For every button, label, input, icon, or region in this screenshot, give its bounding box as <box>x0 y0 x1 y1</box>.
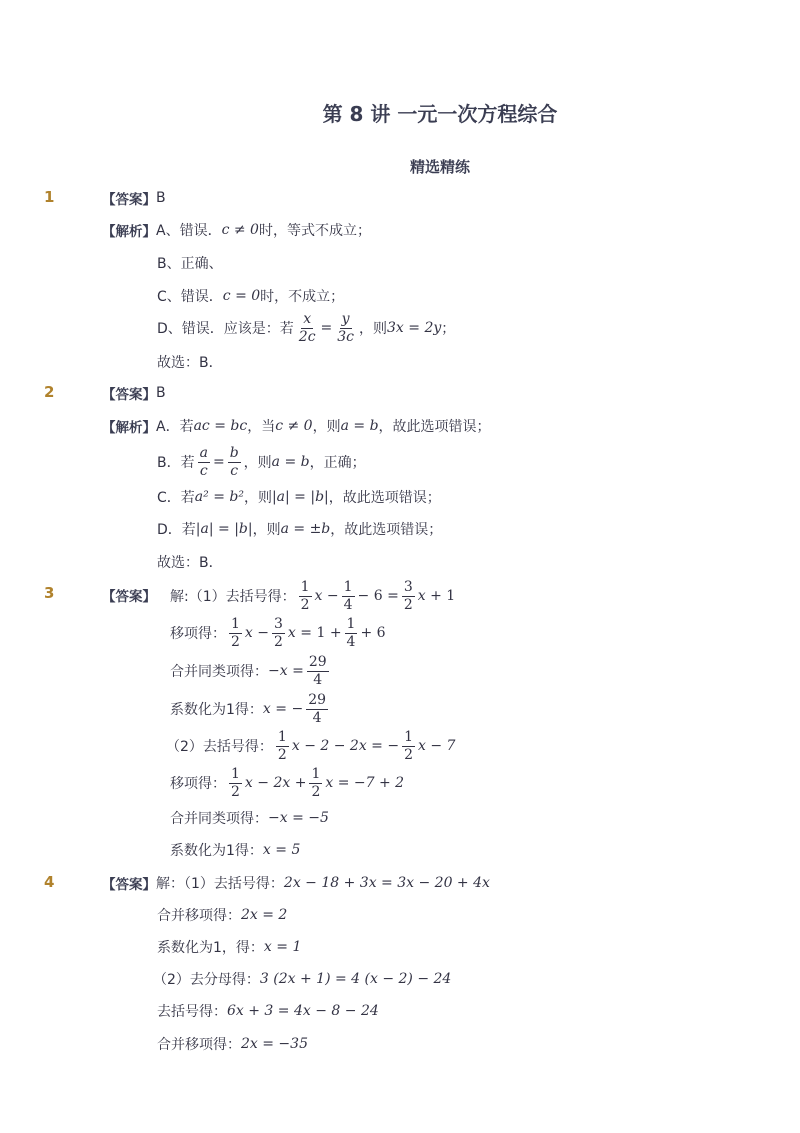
q1-answer-value: B <box>156 190 166 206</box>
section-subtitle: 精选精练 <box>409 158 470 176</box>
text: 时，不成立； <box>260 289 345 305</box>
fraction: $\frac{1}{2}$ <box>404 728 413 763</box>
numerator: a <box>199 444 208 461</box>
text: B、正确、 <box>157 256 223 272</box>
text: D、错误．应该是：若 <box>157 321 294 337</box>
fraction: $\frac{1}{2}$ <box>231 615 240 650</box>
denominator: 2c <box>298 328 316 345</box>
math: c ≠ 0 <box>221 222 259 238</box>
text: B．若 <box>157 455 195 471</box>
page-title: 第 8 讲 一元一次方程综合 <box>322 102 558 126</box>
text: ； <box>441 321 456 337</box>
q1-analysis-d <box>157 310 456 345</box>
text: 系数化为1得： <box>170 843 263 859</box>
q1-analysis-b <box>157 251 223 275</box>
math: 2x = 2 <box>241 907 288 923</box>
q3-line-7 <box>170 806 329 830</box>
text: 移项得： <box>170 626 226 642</box>
q2-analysis-a <box>102 414 491 438</box>
denominator: c <box>230 462 239 479</box>
q2-answer-value: B <box>156 385 166 401</box>
fraction <box>228 445 241 480</box>
text: ，故此选项错误； <box>330 522 443 538</box>
denominator: c <box>199 462 208 479</box>
fraction: $\frac{3}{2}$ <box>274 615 283 650</box>
text: ，则 <box>243 455 272 471</box>
equals: = <box>212 454 225 470</box>
math: x = 1 <box>263 939 302 955</box>
question-number-2: 2 <box>44 383 55 401</box>
question-number-4: 4 <box>44 873 55 891</box>
math: |a| = |b| <box>271 489 329 505</box>
q4-line-3 <box>157 935 301 959</box>
fraction: $\frac{1}{2}$ <box>277 728 287 763</box>
fraction: $\frac{1}{2}$ <box>300 578 310 613</box>
fraction <box>198 445 210 480</box>
q4-line-1 <box>102 871 490 895</box>
math: 2x − 18 + 3x = 3x − 20 + 4x <box>283 875 490 891</box>
text: 故选：B． <box>157 355 223 371</box>
text: A、错误． <box>156 223 222 239</box>
text: （2）去括号得： <box>166 739 273 755</box>
analysis-label: 【解析】 <box>102 224 156 240</box>
q3-line-6: 移项得： $\frac{1}{2}$ x − 2x + $\frac{1}{2}$ x = −7 + 2 <box>170 765 405 800</box>
text: A．若 <box>156 419 194 435</box>
question-number-3: 3 <box>44 584 55 602</box>
text: 移项得： <box>170 776 226 792</box>
numerator: y <box>341 310 350 327</box>
math: x = 5 <box>262 842 301 858</box>
text: （2）去分母得： <box>153 972 260 988</box>
text: C、错误． <box>157 289 223 305</box>
text: ，正确； <box>309 455 366 471</box>
question-number-1: 1 <box>44 188 55 206</box>
numerator: x <box>303 310 312 327</box>
q3-line-5: （2）去括号得： $\frac{1}{2}$ x − 2 − 2x = − $\frac{1}{2}$ x − 7 <box>166 728 456 763</box>
text: 系数化为1得： <box>170 702 263 718</box>
math: 2x = −35 <box>241 1036 308 1052</box>
q4-line-6 <box>157 1032 308 1056</box>
text: 故选：B． <box>157 555 223 571</box>
text: ，则 <box>252 522 281 538</box>
text: ，当 <box>247 419 276 435</box>
fraction: $\frac{1}{4}$ <box>343 578 353 613</box>
q1-choose <box>157 350 223 374</box>
denominator: 3c <box>337 328 355 345</box>
q2-analysis-b <box>157 444 366 479</box>
q3-line-1: 解:（1）去括号得： $\frac{1}{2}$ x − $\frac{1}{4}$ − 6 = $\frac{3}{2}$ x + 1 <box>170 578 456 613</box>
math: 3x = 2y <box>387 320 442 336</box>
math: −x = −5 <box>268 810 329 826</box>
math: |a| = |b| <box>195 521 253 537</box>
answer-label: 【答案】 <box>102 192 156 208</box>
text: 合并移项得： <box>157 908 241 924</box>
math: c ≠ 0 <box>275 418 313 434</box>
math: 6x + 3 = 4x − 8 − 24 <box>227 1003 379 1019</box>
math: ac = bc <box>193 418 248 434</box>
fraction: $\frac{1}{2}$ <box>311 765 321 800</box>
q2-analysis-d <box>157 517 442 541</box>
equals: = <box>320 320 333 336</box>
q4-line-4 <box>153 967 451 991</box>
fraction: $\frac{29}{4}$ <box>308 653 327 688</box>
math: a = ±b <box>280 521 331 537</box>
text: ，则 <box>312 419 341 435</box>
text: C．若 <box>157 490 195 506</box>
text: 合并移项得： <box>157 1037 241 1053</box>
text: 合并同类项得： <box>170 664 268 680</box>
q2-answer-line <box>102 381 166 405</box>
answer-label: 【答案】 <box>102 877 156 893</box>
q4-line-5 <box>157 999 379 1023</box>
text: 系数化为1，得： <box>157 940 264 956</box>
q1-answer-line <box>102 186 166 210</box>
fraction <box>297 311 318 346</box>
answer-label: 【答案】 <box>102 589 156 605</box>
text: 解:（1）去括号得： <box>170 589 296 605</box>
fraction: $\frac{1}{4}$ <box>346 615 356 650</box>
fraction: $\frac{1}{2}$ <box>231 765 240 800</box>
numerator: b <box>229 444 239 461</box>
q4-line-2 <box>157 903 287 927</box>
math: a² = b² <box>194 489 244 505</box>
text: 去括号得： <box>157 1004 227 1020</box>
text: 解：（1）去括号得： <box>156 876 284 892</box>
q3-line-8 <box>170 838 300 862</box>
text: ，则 <box>243 490 272 506</box>
q1-analysis-a <box>102 218 371 242</box>
text: 时，等式不成立； <box>258 223 371 239</box>
q3-line-2: 移项得： $\frac{1}{2}$ x − $\frac{3}{2}$ x = 1 + $\frac{1}{4}$ + 6 <box>170 615 386 650</box>
math: 3 (2x + 1) = 4 (x − 2) − 24 <box>259 971 452 987</box>
answer-label: 【答案】 <box>102 387 156 403</box>
math: a = b <box>340 418 379 434</box>
text: ，则 <box>359 321 388 337</box>
math: a = b <box>271 454 310 470</box>
q1-analysis-c <box>157 284 344 308</box>
text: ，故此选项错误； <box>328 490 441 506</box>
q3-line-3: 合并同类项得： −x = $\frac{29}{4}$ <box>170 653 327 688</box>
text: 合并同类项得： <box>170 811 268 827</box>
fraction: $\frac{3}{2}$ <box>403 578 413 613</box>
text: D．若 <box>157 522 196 538</box>
q2-analysis-c <box>157 485 441 509</box>
q3-line-4: 系数化为1得： x = − $\frac{29}{4}$ <box>170 691 327 726</box>
fraction <box>335 311 356 346</box>
q2-choose <box>157 550 223 574</box>
text: ，故此选项错误； <box>378 419 491 435</box>
analysis-label: 【解析】 <box>102 420 156 436</box>
math: c = 0 <box>222 288 261 304</box>
fraction: $\frac{29}{4}$ <box>308 691 327 726</box>
